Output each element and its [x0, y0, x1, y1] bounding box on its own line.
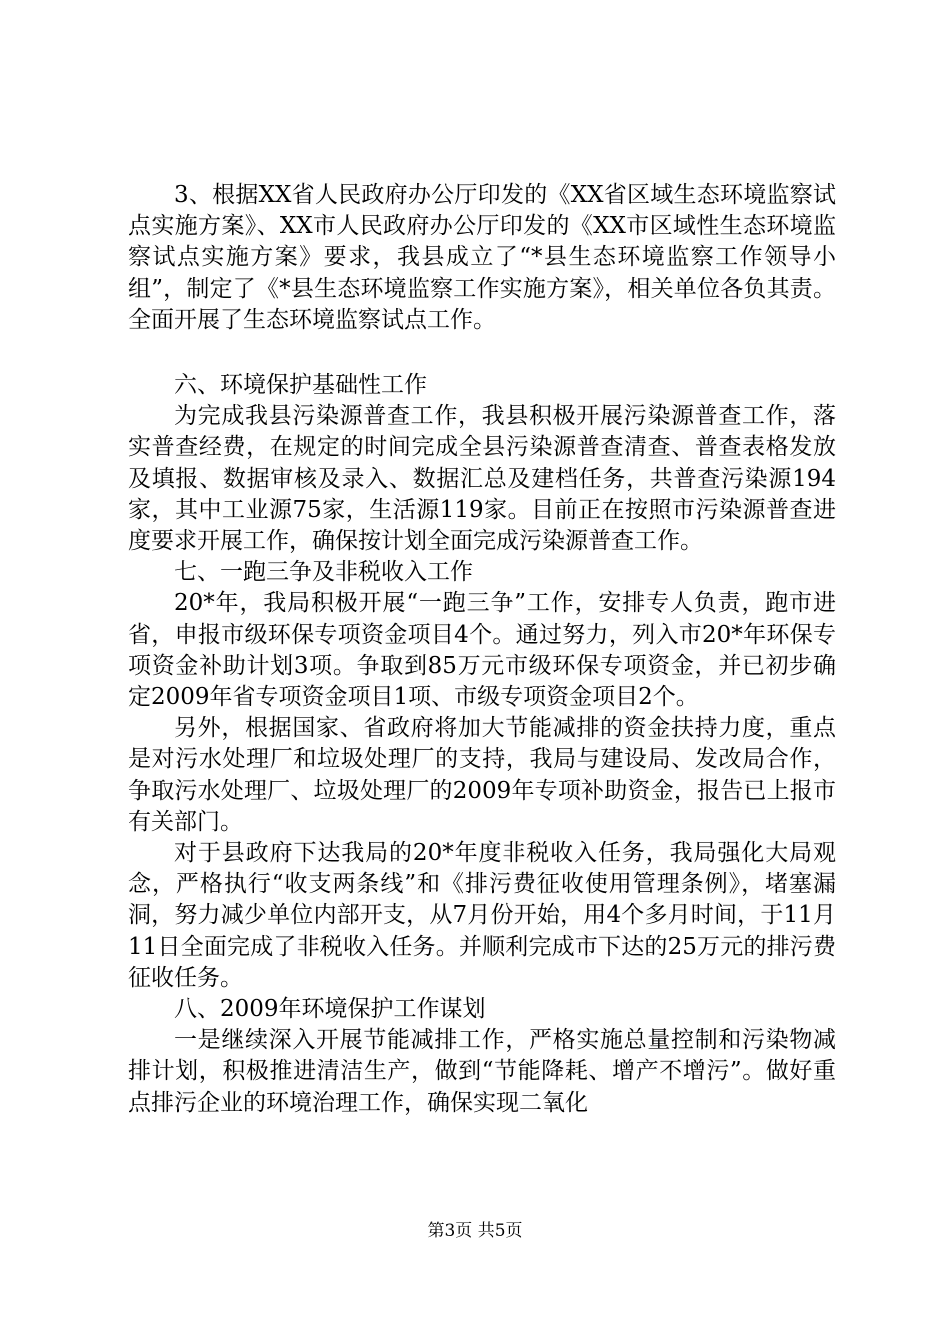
section-7-heading: 七、一跑三争及非税收入工作	[174, 559, 473, 586]
page-footer: 第3页 共5页	[427, 1221, 523, 1241]
section-3-paragraph: 3、根据XX省人民政府办公厅印发的《XX省区域生态环境监察试点实施方案》、XX市人民政府办公厅印发的《XX市区域性生态环境监察试点实施方案》要求，我县成立了“*县生态环境监察工作领导小组”，制定了《*县生态环境监察工作实施方案》，相关单位各负其责。全面开展了生态环境监察试点工作。	[128, 182, 836, 333]
section-8-heading: 八、2009年环境保护工作谋划	[174, 996, 486, 1023]
section-7-paragraph-2: 另外，根据国家、省政府将加大节能减排的资金扶持力度，重点是对污水处理厂和垃圾处理厂的支持，我局与建设局、发改局合作，争取污水处理厂、垃圾处理厂的2009年专项补助资金，报告已上报市有关部门。	[128, 715, 836, 835]
section-8-paragraph: 一是继续深入开展节能减排工作，严格实施总量控制和污染物减排计划，积极推进清洁生产，做到“节能降耗、增产不增污”。做好重点排污企业的环境治理工作，确保实现二氧化	[128, 1027, 836, 1116]
section-6-heading: 六、环境保护基础性工作	[174, 372, 427, 399]
section-7-paragraph-3: 对于县政府下达我局的20*年度非税收入任务，我局强化大局观念，严格执行“收支两条线”和《排污费征收使用管理条例》，堵塞漏洞，努力减少单位内部开支，从7月份开始，用4个多月时间，于11月11日全面完成了非税收入任务。并顺利完成市下达的25万元的排污费征收任务。	[128, 840, 836, 991]
section-gap	[128, 336, 836, 370]
document-body	[128, 180, 836, 1119]
section-7-paragraph-1: 20*年，我局积极开展“一跑三争”工作，安排专人负责，跑市进省，申报市级环保专项资金项目4个。通过努力，列入市20*年环保专项资金补助计划3项。争取到85万元市级环保专项资金，并已初步确定2009年省专项资金项目1项、市级专项资金项目2个。	[128, 590, 836, 711]
section-6-paragraph: 为完成我县污染源普查工作，我县积极开展污染源普查工作，落实普查经费，在规定的时间完成全县污染源普查清查、普查表格发放及填报、数据审核及录入、数据汇总及建档任务，共普查污染源194家，其中工业源75家，生活源119家。目前正在按照市污染源普查进度要求开展工作，确保按计划全面完成污染源普查工作。	[128, 403, 836, 555]
